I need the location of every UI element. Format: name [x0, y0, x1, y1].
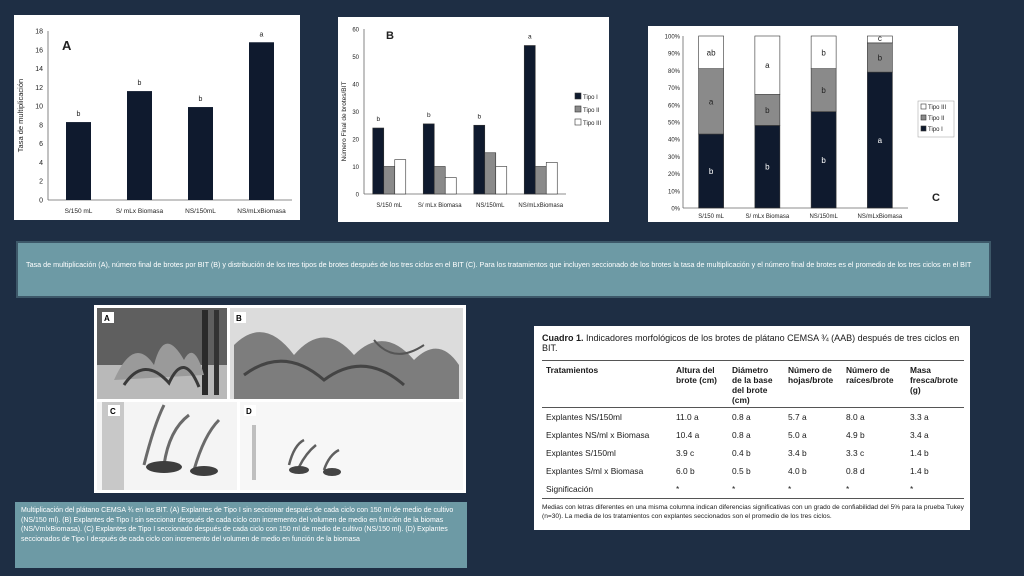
photo-label-c: C	[110, 407, 116, 416]
table-row	[542, 444, 964, 462]
header-diametro: Diámetro de la base del brote (cm)	[732, 365, 773, 405]
chart-b-bar	[395, 160, 406, 194]
chart-c-x-tick: S/150 mL	[698, 214, 724, 220]
chart-a-panel	[14, 15, 300, 220]
chart-c-letter: c	[877, 34, 882, 43]
chart-c-letter: b	[821, 86, 826, 96]
chart-c-legend-label: Tipo III	[928, 105, 947, 111]
caption-photo	[15, 502, 467, 568]
table-cell: *	[732, 484, 736, 494]
chart-b-y-tick: 40	[352, 82, 359, 89]
table-cell: 3.4 b	[788, 448, 807, 458]
chart-b-x-tick: NS/mLxBiomasa	[518, 203, 564, 209]
chart-b-y-tick: 0	[355, 192, 359, 199]
chart-b-panel	[338, 17, 609, 222]
chart-c-letter: ab	[706, 48, 716, 58]
photo-label-a: A	[104, 314, 110, 323]
chart-b-bar	[373, 128, 384, 194]
chart-c-y-tick: 0%	[671, 206, 680, 213]
chart-b-legend-swatch	[575, 119, 581, 125]
chart-c-y-tick: 100%	[664, 34, 680, 41]
chart-a	[14, 15, 300, 220]
chart-a-y-label: Tasa de multiplicación	[16, 78, 25, 153]
caption-photo-text: Multiplicación del plátano CEMSA ¾ en los BIT. (A) Explantes de Tipo I sin seccionar después de cada ciclo con 150 ml de medio de cultivo (NS/150 ml). (B) Explantes de Tipo I sin seccionar después de cada ciclo con incremento del volumen de medio en función de la biomas (NS/VmlxBiomasa). (C) Explantes de Tipo I seccionado después de cada ciclo con 150 ml de medio de cultivo (NS/150 ml). (D) Explantes seccionados de Tipo I después de cada ciclo con incremento del volumen de medio en función de la biomasa	[21, 507, 454, 543]
table-cell: *	[910, 484, 914, 494]
chart-b-letter: b	[376, 116, 381, 123]
table-cell: 3.4 a	[910, 430, 929, 440]
chart-a-x-tick: NS/mLxBiomasa	[237, 208, 286, 215]
chart-b-letter: b	[477, 113, 482, 121]
chart-c-legend-label: Tipo I	[928, 127, 943, 133]
table-cell: 0.8 a	[732, 412, 751, 422]
chart-a-bar	[66, 122, 91, 200]
table-cell: 0.5 b	[732, 466, 751, 476]
table-row	[542, 408, 964, 427]
chart-a-y-tick: 14	[35, 66, 43, 74]
chart-a-y-tick: 18	[35, 28, 43, 36]
table-cell: *	[676, 484, 680, 494]
table-cell: 0.4 b	[732, 448, 751, 458]
chart-a-letter: a	[259, 31, 264, 39]
table-cell: Explantes S/ml x Biomasa	[546, 466, 644, 476]
chart-b-letter: b	[426, 111, 431, 119]
table-cell: 3.9 c	[676, 448, 695, 458]
chart-c-y-tick: 30%	[667, 154, 680, 161]
caption-charts	[16, 241, 991, 298]
morphology-table	[542, 360, 964, 499]
chart-b-bar	[546, 162, 557, 194]
chart-c	[648, 26, 958, 222]
table-title	[542, 333, 964, 353]
table-cell: 4.0 b	[788, 466, 807, 476]
table-cell: 5.0 a	[788, 430, 807, 440]
photo-grid	[94, 305, 466, 493]
chart-c-letter: b	[765, 105, 770, 115]
header-masa: Masa fresca/brote (g)	[910, 365, 958, 395]
chart-c-letter: b	[877, 53, 883, 63]
chart-a-bar	[188, 107, 213, 200]
chart-c-letter: a	[708, 97, 714, 107]
header-tratamientos: Tratamientos	[546, 365, 599, 375]
chart-b-bar	[384, 167, 395, 195]
table-cell: 4.9 b	[846, 430, 865, 440]
chart-c-legend-label: Tipo II	[928, 116, 945, 122]
chart-a-y-tick: 2	[39, 178, 43, 186]
chart-c-letter: a	[765, 61, 770, 71]
table-cell: Explantes NS/150ml	[546, 412, 622, 422]
table-title-number: Cuadro 1.	[542, 333, 584, 343]
chart-b-bar	[524, 46, 535, 195]
table-cell: Explantes S/150ml	[546, 448, 616, 458]
chart-b	[338, 17, 609, 222]
chart-c-letter: a	[877, 136, 883, 146]
chart-a-y-tick: 8	[39, 122, 43, 130]
chart-a-x-tick: S/ mLx Biomasa	[115, 208, 164, 215]
chart-c-x-tick: NS/mLxBiomasa	[857, 214, 903, 220]
photo-label-b: B	[236, 314, 242, 323]
chart-b-y-label: Número Final de brotes/BIT	[341, 81, 348, 162]
chart-b-bar	[485, 153, 496, 194]
chart-b-y-tick: 20	[352, 137, 359, 144]
chart-a-bar	[249, 42, 274, 200]
chart-b-x-tick: NS/150mL	[476, 203, 505, 209]
table-cell: Explantes NS/ml x Biomasa	[546, 430, 650, 440]
chart-c-legend-swatch	[921, 115, 926, 120]
chart-b-y-tick: 60	[352, 27, 359, 34]
table-cell: 3.3 a	[910, 412, 929, 422]
chart-c-x-tick: S/ mLx Biomasa	[745, 214, 790, 220]
chart-b-bar	[496, 167, 507, 195]
table-cell: Significación	[546, 484, 594, 494]
table-row	[542, 426, 964, 444]
chart-c-y-tick: 90%	[667, 51, 680, 58]
chart-a-x-tick: S/150 mL	[64, 208, 93, 215]
chart-b-y-tick: 10	[352, 165, 359, 171]
chart-b-panel-letter: B	[386, 30, 394, 42]
table-cell: 0.8 a	[732, 430, 751, 440]
table-row	[542, 462, 964, 480]
chart-c-panel-letter: C	[932, 192, 940, 204]
chart-b-legend-swatch	[575, 106, 581, 112]
chart-c-letter: b	[765, 162, 770, 172]
chart-a-panel-letter: A	[62, 38, 72, 53]
header-altura: Altura del brote (cm)	[676, 365, 717, 385]
photo-a	[97, 308, 227, 399]
table-panel	[534, 326, 970, 530]
table-cell: 5.7 a	[788, 412, 807, 422]
chart-a-y-tick: 6	[39, 141, 43, 149]
chart-a-letter: b	[198, 96, 203, 104]
table-cell: 0.8 d	[846, 466, 865, 476]
table-cell: 11.0 a	[676, 412, 699, 422]
chart-a-letter: b	[137, 80, 142, 88]
table-cell: 1.4 b	[910, 448, 929, 458]
table-cell: *	[788, 484, 792, 494]
photo-panel	[94, 305, 466, 493]
header-raices: Número de raíces/brote	[846, 365, 894, 385]
chart-b-bar	[474, 125, 485, 194]
table-footnote: Medias con letras diferentes en una misma columna indican diferencias significativas con un grado de confiabilidad del 5% para la prueba Tukey (n=30). La media de los tratamientos con explantes seccionados son el promedio de los tres ciclos.	[542, 504, 964, 520]
chart-b-bar	[434, 167, 445, 195]
chart-c-letter: b	[821, 155, 826, 165]
chart-c-y-tick: 80%	[667, 68, 680, 75]
table-header-row	[542, 361, 964, 408]
table-cell: 6.0 b	[676, 466, 695, 476]
chart-b-y-tick: 50	[352, 55, 359, 61]
chart-a-bar	[127, 91, 152, 200]
chart-c-y-tick: 40%	[667, 137, 680, 144]
chart-b-x-tick: S/ mLx Biomasa	[417, 203, 462, 209]
chart-b-legend-swatch	[575, 93, 581, 99]
chart-b-legend-label: Tipo II	[583, 108, 600, 114]
chart-b-bar	[423, 124, 434, 194]
table-cell: *	[846, 484, 850, 494]
chart-c-letter: b	[821, 48, 826, 58]
chart-b-legend-label: Tipo III	[583, 121, 602, 127]
table-title-text: Indicadores morfológicos de los brotes de plátano CEMSA ¾ (AAB) después de tres ciclos en BIT.	[542, 333, 960, 353]
chart-c-y-tick: 10%	[667, 189, 680, 196]
chart-c-x-tick: NS/150mL	[809, 214, 838, 220]
table-cell: 1.4 b	[910, 466, 929, 476]
table-cell: 10.4 a	[676, 430, 700, 440]
chart-b-legend-label: Tipo I	[583, 95, 598, 101]
chart-a-y-tick: 16	[35, 47, 43, 55]
chart-a-y-tick: 0	[39, 197, 43, 205]
chart-c-panel	[648, 26, 958, 222]
chart-c-y-tick: 50%	[667, 120, 680, 127]
header-hojas: Número de hojas/brote	[788, 365, 834, 385]
chart-b-y-tick: 30	[352, 110, 359, 116]
chart-c-y-tick: 70%	[667, 86, 680, 93]
photo-d	[240, 402, 463, 490]
chart-b-bar	[445, 178, 456, 195]
table-cell: 8.0 a	[846, 412, 865, 422]
chart-b-bar	[535, 167, 546, 195]
chart-a-y-tick: 4	[39, 159, 43, 167]
caption-charts-text: Tasa de multiplicación (A), número final de brotes por BIT (B) y distribución de los tres tipos de brotes después de los tres ciclos en el BIT (C). Para los tratamientos que incluyen seccionado de los brotes la tasa de multiplicación y el número final de brotes es el promedio de los tres ciclos en el BIT	[26, 260, 972, 269]
chart-b-letter: a	[527, 33, 532, 41]
chart-c-y-tick: 20%	[667, 172, 680, 179]
photo-b	[230, 308, 463, 399]
chart-a-letter: b	[76, 111, 81, 119]
chart-c-legend-swatch	[921, 104, 926, 109]
chart-c-legend-swatch	[921, 126, 926, 131]
chart-a-y-tick: 12	[35, 84, 43, 92]
chart-a-x-tick: NS/150mL	[185, 208, 216, 215]
chart-a-y-tick: 10	[35, 103, 43, 111]
table-row	[542, 480, 964, 499]
table-cell: 3.3 c	[846, 448, 865, 458]
chart-c-y-tick: 60%	[667, 103, 680, 110]
chart-c-letter: b	[708, 167, 714, 177]
chart-b-x-tick: S/150 mL	[376, 203, 403, 209]
photo-label-d: D	[246, 407, 252, 416]
